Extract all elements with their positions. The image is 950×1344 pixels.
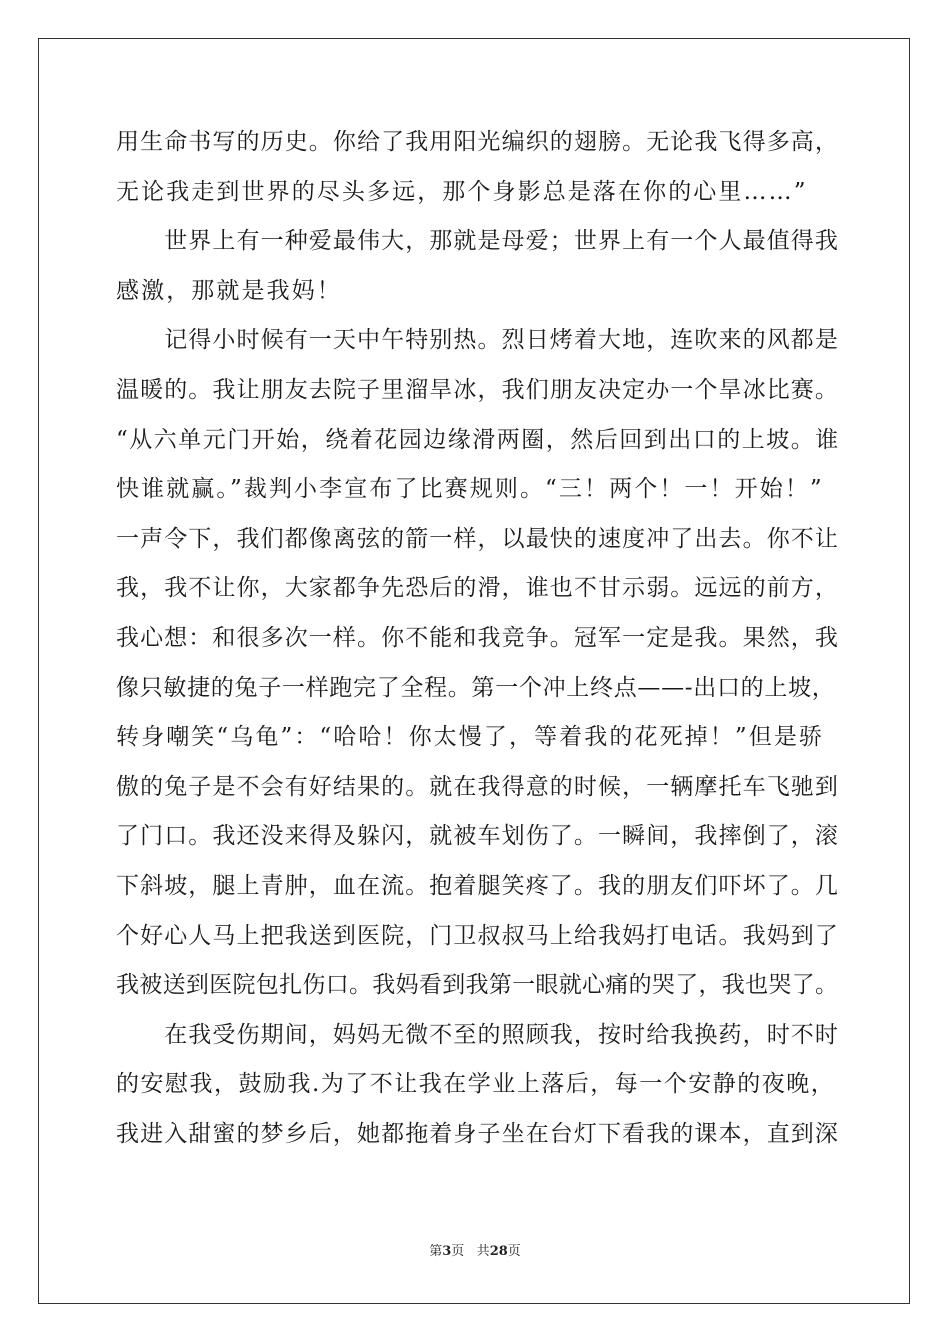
page-current: 3 <box>442 1244 452 1259</box>
text-line: 我被送到医院包扎伤口。我妈看到我第一眼就心痛的哭了，我也哭了。 <box>116 972 839 999</box>
page-footer <box>0 1240 950 1259</box>
text-line: 记得小时候有一天中午特别热。烈日烤着大地，连吹来的风都是 <box>116 327 839 354</box>
text-line: 个好心人马上把我送到医院，门卫叔叔马上给我妈打电话。我妈到了 <box>116 922 839 949</box>
text-line: 用生命书写的历史。你给了我用阳光编织的翅膀。无论我飞得多高， <box>116 129 839 155</box>
text-line: 转身嘲笑“乌龟”：“哈哈！你太慢了，等着我的花死掉！”但是骄 <box>116 724 825 751</box>
text-line: 世界上有一种爱最伟大，那就是母爱；世界上有一个人最值得我 <box>116 228 839 255</box>
text-line: 一声令下，我们都像离弦的箭一样，以最快的速度冲了出去。你不让 <box>116 525 839 552</box>
page-suffix: 页 <box>451 1244 465 1259</box>
text-line: 下斜坡，腿上青肿，血在流。抱着腿笑疼了。我的朋友们吓坏了。几 <box>116 873 839 899</box>
text-line: 感激，那就是我妈！ <box>116 277 342 304</box>
total-suffix: 页 <box>507 1244 521 1259</box>
text-line: 温暖的。我让朋友去院子里溜旱冰，我们朋友决定办一个旱冰比赛。 <box>116 377 839 403</box>
text-line: 无论我走到世界的尽头多远，那个身影总是落在你的心里……” <box>116 178 808 205</box>
total-prefix: 共 <box>476 1244 490 1259</box>
text-line: 快谁就赢。”裁判小李宣布了比赛规则。“三！两个！一！开始！” <box>116 476 824 503</box>
page-prefix: 第 <box>429 1244 443 1259</box>
text-line: 像只敏捷的兔子一样跑完了全程。第一个冲上终点——-出口的上坡， <box>116 674 836 701</box>
text-line: 我，我不让你，大家都争先恐后的滑，谁也不甘示弱。远远的前方， <box>116 575 839 602</box>
text-line: 了门口。我还没来得及躲闪，就被车划伤了。一瞬间，我摔倒了，滚 <box>116 823 839 850</box>
text-line: 我进入甜蜜的梦乡后，她都拖着身子坐在台灯下看我的课本，直到深 <box>116 1121 839 1147</box>
text-line: 在我受伤期间，妈妈无微不至的照顾我，按时给我换药，时不时 <box>116 1021 839 1048</box>
text-line: “从六单元门开始，绕着花园边缘滑两圈，然后回到出口的上坡。谁 <box>116 426 840 453</box>
text-line: 我心想：和很多次一样。你不能和我竞争。冠军一定是我。果然，我 <box>116 625 839 651</box>
text-line: 的安慰我，鼓励我.为了不让我在学业上落后，每一个安静的夜晚， <box>116 1071 836 1098</box>
page-total: 28 <box>489 1244 508 1259</box>
text-line: 傲的兔子是不会有好结果的。就在我得意的时候，一辆摩托车飞驰到 <box>116 773 839 800</box>
